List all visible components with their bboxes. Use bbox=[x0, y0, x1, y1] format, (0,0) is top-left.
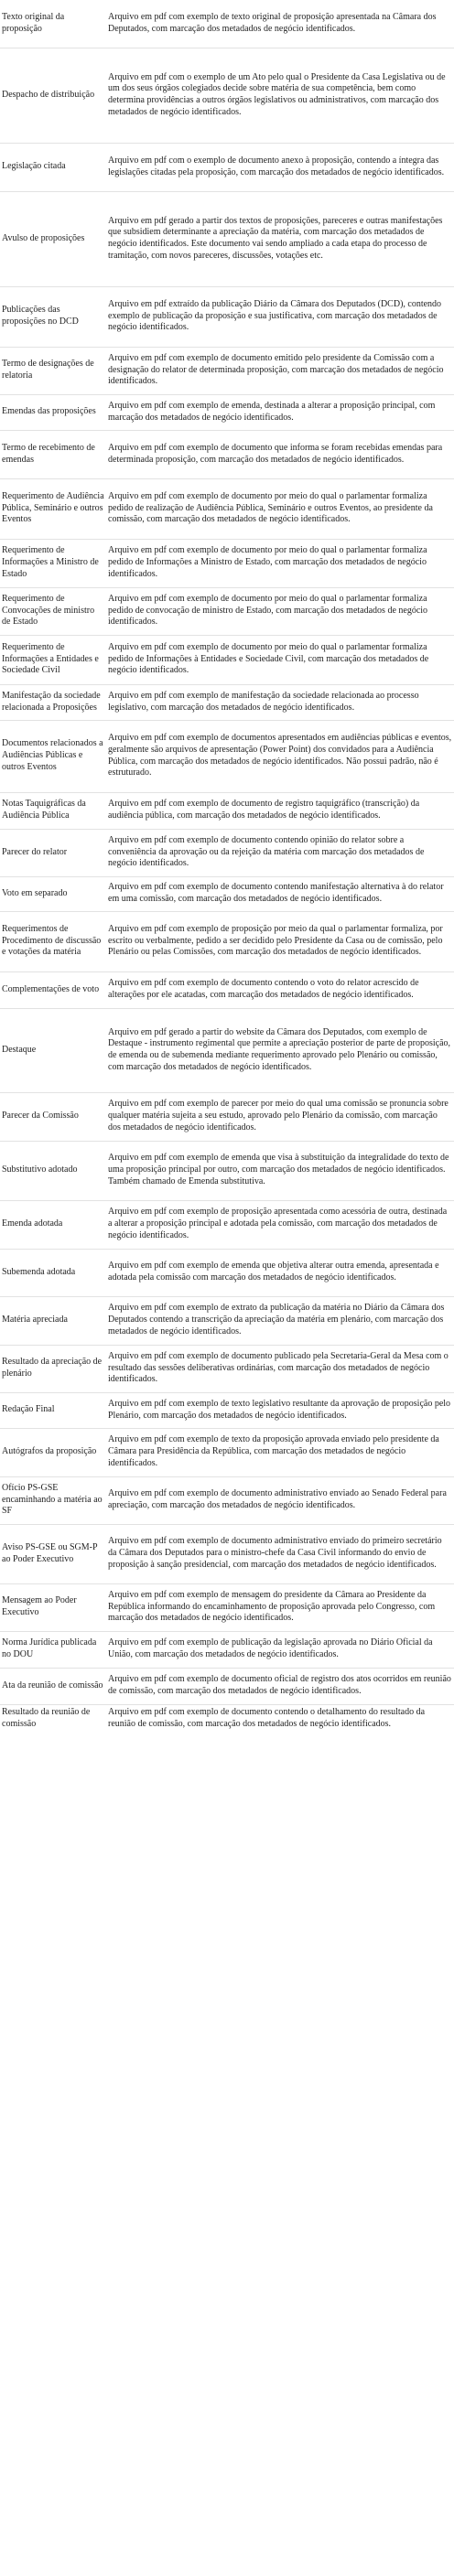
document-type-name: Texto original da proposição bbox=[2, 12, 65, 34]
table-row bbox=[0, 478, 454, 539]
document-type-name: Despacho de distribuição bbox=[0, 48, 106, 143]
document-type-description: Arquivo em pdf com exemplo de extrato da publicação da matéria no Diário da Câmara dos Deputados contendo a transcrição da apreciação da matéria em plenário, com marcação dos metadados de negócio identificados. bbox=[106, 1296, 454, 1345]
document-type-name: Requerimento de Convocações de ministro de Estado bbox=[0, 587, 106, 635]
document-type-description: Arquivo em pdf com exemplo de documento por meio do qual o parlamentar formaliza pedido de convocação de ministro de Estado, com marcação dos metadados de negócio identificados. bbox=[106, 587, 454, 635]
table-row bbox=[0, 876, 454, 911]
document-type-description: Arquivo em pdf com exemplo de parecer por meio do qual uma comissão se pronuncia sobre qualquer matéria sujeita a seu estudo, aprovado pelo Plenário da comissão, com marcação dos metadados de negócio identificados. bbox=[106, 1092, 454, 1141]
table-row bbox=[0, 1668, 454, 1704]
table-row bbox=[0, 1392, 454, 1428]
document-type-name: Resultado da reunião de comissão bbox=[0, 1704, 106, 1733]
document-type-name: Termo de recebimento de emendas bbox=[0, 430, 106, 478]
document-type-name: Subemenda adotada bbox=[0, 1249, 106, 1296]
document-type-name: Requerimento de Informações a Ministro de Estado bbox=[0, 539, 106, 587]
document-type-name: Publicações das proposições no DCD bbox=[0, 286, 106, 347]
document-type-description: Arquivo em pdf com exemplo de manifestação da sociedade relacionada ao processo legislativo, com marcação dos metadados de negócio identificados. bbox=[106, 684, 454, 720]
table-row bbox=[0, 684, 454, 720]
document-type-description: Arquivo em pdf com exemplo de documento por meio do qual o parlamentar formaliza pedido de Informações à Entidades e Sociedade Civil, com marcação dos metadados de negócio identificados. bbox=[106, 635, 454, 684]
document-type-name: Aviso PS-GSE ou SGM-P ao Poder Executivo bbox=[0, 1524, 106, 1583]
document-type-name: Matéria apreciada bbox=[0, 1296, 106, 1345]
document-type-description: Arquivo em pdf com exemplo de emenda, destinada a alterar a proposição principal, com marcação dos metadados de negócio identificados. bbox=[106, 394, 454, 430]
document-type-name: Legislação citada bbox=[0, 143, 106, 191]
document-type-name: Requerimentos de Procedimento de discussão e votações da matéria bbox=[0, 911, 106, 971]
document-type-description: Arquivo em pdf com exemplo de documento por meio do qual o parlamentar formaliza pedido de Informações a Ministro de Estado, com marcação dos metadados de negócio identificados. bbox=[106, 539, 454, 587]
table-row bbox=[0, 829, 454, 876]
document-type-name: Mensagem ao Poder Executivo bbox=[0, 1583, 106, 1631]
document-type-name: Termo de designações de relatoria bbox=[0, 347, 106, 394]
document-type-name: Manifestação da sociedade relacionada a Proposições bbox=[0, 684, 106, 720]
table-row bbox=[0, 971, 454, 1008]
document-type-name: Emenda adotada bbox=[0, 1200, 106, 1249]
table-row bbox=[0, 1345, 454, 1392]
document-type-description: Arquivo em pdf com o exemplo de documento anexo à proposição, contendo a íntegra das legislações citadas pela proposição, com marcação dos metadados de negócio identificados. bbox=[106, 143, 454, 191]
table-row bbox=[0, 587, 454, 635]
table-row bbox=[0, 1704, 454, 1733]
document-type-name: Documentos relacionados a Audiências Públicas e outros Eventos bbox=[0, 720, 106, 792]
document-type-description: Arquivo em pdf com o exemplo de um Ato pelo qual o Presidente da Casa Legislativa ou de um dos seus órgãos colegiados decide sobre matéria de sua competência, bem como determina providências a outros órgãos legislativos ou administrativos, com marcação dos metadados de negócio identificados. bbox=[106, 48, 454, 143]
document-type-name: Voto em separado bbox=[0, 876, 106, 911]
document-type-description: Arquivo em pdf com exemplo de proposição apresentada como acessória de outra, destinada a alterar a proposição principal e adotada pela comissão, com marcação dos metadados de negócio identificados. bbox=[106, 1200, 454, 1249]
document-type-description: Arquivo em pdf com exemplo de documento oficial de registro dos atos ocorridos em reunião de comissão, com marcação dos metadados de negócio identificados. bbox=[106, 1668, 454, 1704]
table-row bbox=[0, 48, 454, 143]
table-row bbox=[0, 1631, 454, 1668]
document-type-name: Requerimento de Informações a Entidades e Sociedade Civil bbox=[0, 635, 106, 684]
document-type-name: Avulso de proposições bbox=[0, 191, 106, 286]
table-row bbox=[0, 1141, 454, 1200]
table-row bbox=[0, 1296, 454, 1345]
document-type-name: Norma Jurídica publicada no DOU bbox=[0, 1631, 106, 1668]
document-type-description: Arquivo em pdf com exemplo de texto original de proposição apresentada na Câmara dos Deputados, com marcação dos metadados de negócio identificados. bbox=[108, 12, 437, 34]
table-row bbox=[0, 1524, 454, 1583]
document-type-description: Arquivo em pdf com exemplo de emenda que visa à substituição da integralidade do texto de uma proposição principal por outro, com marcação dos metadados de negócio identificados. Também chamado de Emenda substitutiva. bbox=[106, 1141, 454, 1200]
document-type-description: Arquivo em pdf com exemplo de documento contendo opinião do relator sobre a conveniência da aprovação ou da rejeição da matéria com marcação dos metadados de negócio identificados. bbox=[106, 829, 454, 876]
table-row bbox=[0, 1583, 454, 1631]
document-type-name: Redação Final bbox=[0, 1392, 106, 1428]
document-type-description: Arquivo em pdf com exemplo de mensagem do presidente da Câmara ao Presidente da República informando do encaminhamento de proposição aprovada pelo Congresso, com marcação dos metadados de negócio identificados. bbox=[106, 1583, 454, 1631]
document-type-description: Arquivo em pdf com exemplo de documento administrativo enviado ao Senado Federal para apreciação, com marcação dos metadados de negócio identificados. bbox=[106, 1476, 454, 1524]
table-row bbox=[0, 635, 454, 684]
document-type-description: Arquivo em pdf gerado a partir dos textos de proposições, pareceres e outras manifestações que subsidiem determinante a apreciação da matéria, com marcação dos metadados de negócio identificados. Este documento vai sendo ampliado a cada etapa do processo de tramitação, com novos pareceres, discussões, votações etc. bbox=[106, 191, 454, 286]
document-type-description: Arquivo em pdf com exemplo de documento contendo o voto do relator acrescido de alterações por ele acatadas, com marcação dos metadados de negócio identificados. bbox=[106, 971, 454, 1008]
document-type-description: Arquivo em pdf com exemplo de documento de registro taquigráfico (transcrição) da audiência pública, com marcação dos metadados de negócio identificados. bbox=[106, 792, 454, 829]
table-row bbox=[0, 1428, 454, 1476]
table-row bbox=[0, 1200, 454, 1249]
table-row bbox=[0, 539, 454, 587]
document-type-name: Destaque bbox=[0, 1008, 106, 1092]
document-type-name: Complementações de voto bbox=[0, 971, 106, 1008]
document-type-description: Arquivo em pdf com exemplo de documentos apresentados em audiências públicas e eventos, geralmente são arquivos de apresentação (Power Point) dos convidados para a Audiência Pública, com marcação dos metadados de negócio identificados. Não possui padrão, não é estruturado. bbox=[106, 720, 454, 792]
table-row bbox=[0, 191, 454, 286]
table-row bbox=[0, 1476, 454, 1524]
document-type-description: Arquivo em pdf com exemplo de documento por meio do qual o parlamentar formaliza pedido de realização de Audiência Pública, Seminário e outros Eventos, ao presidente da comissão, com marcação dos metadados de negócio identificados. bbox=[106, 478, 454, 539]
table-row bbox=[0, 286, 454, 347]
table-row bbox=[0, 347, 454, 394]
document-type-name: Requerimento de Audiência Pública, Seminário e outros Eventos bbox=[0, 478, 106, 539]
table-row bbox=[0, 792, 454, 829]
document-type-description: Arquivo em pdf com exemplo de documento publicado pela Secretaria-Geral da Mesa com o resultado das sessões deliberativas ordinárias, com marcação dos metadados de negócio identificados. bbox=[106, 1345, 454, 1392]
document-type-name: Resultado da apreciação de plenário bbox=[0, 1345, 106, 1392]
document-type-description: Arquivo em pdf com exemplo de publicação da legislação aprovada no Diário Oficial da União, com marcação dos metadados de negócio identificados. bbox=[106, 1631, 454, 1668]
document-type-name: Ata da reunião de comissão bbox=[0, 1668, 106, 1704]
table-row bbox=[0, 1092, 454, 1141]
table-row bbox=[0, 1008, 454, 1092]
table-row bbox=[0, 911, 454, 971]
document-type-name: Ofício PS-GSE encaminhando a matéria ao SF bbox=[0, 1476, 106, 1524]
document-type-description: Arquivo em pdf gerado a partir do website da Câmara dos Deputados, com exemplo de Destaque - instrumento regimental que permite a apreciação posterior de parte de proposição, de emenda ou de subemenda mediante requerimento aprovado pelo Plenário ou comissão, com marcação dos metadados de negócio identificados. bbox=[106, 1008, 454, 1092]
document-type-description: Arquivo em pdf com exemplo de proposição por meio da qual o parlamentar formaliza, por escrito ou verbalmente, pedido a ser decidido pelo Presidente da Casa ou de comissão, pelo Plenário ou pelas Comissões, com marcação dos metadados de negócio identificados. bbox=[106, 911, 454, 971]
document-type-name: Parecer da Comissão bbox=[0, 1092, 106, 1141]
document-type-description: Arquivo em pdf com exemplo de documento emitido pelo presidente da Comissão com a designação do relator de determinada proposição, com marcação dos metadados de negócio identificados. bbox=[106, 347, 454, 394]
table-row bbox=[0, 143, 454, 191]
document-type-description: Arquivo em pdf com exemplo de texto da proposição aprovada enviado pelo presidente da Câmara para Presidência da República, com marcação dos metadados de negócio identificados. bbox=[106, 1428, 454, 1476]
document-type-description: Arquivo em pdf com exemplo de documento contendo o detalhamento do resultado da reunião de comissão, com marcação dos metadados de negócio identificados. bbox=[106, 1704, 454, 1733]
document-type-description: Arquivo em pdf com exemplo de documento contendo manifestação alternativa à do relator em uma comissão, com marcação dos metadados de negócio identificados. bbox=[106, 876, 454, 911]
document-type-name: Parecer do relator bbox=[0, 829, 106, 876]
table-row bbox=[0, 0, 454, 48]
document-type-name: Substitutivo adotado bbox=[0, 1141, 106, 1200]
table-row bbox=[0, 720, 454, 792]
table-row bbox=[0, 1249, 454, 1296]
document-type-description: Arquivo em pdf com exemplo de documento que informa se foram recebidas emendas para determinada proposição, com marcação dos metadados de negócio identificados. bbox=[106, 430, 454, 478]
document-type-name: Notas Taquigráficas da Audiência Pública bbox=[0, 792, 106, 829]
table-row bbox=[0, 394, 454, 430]
document-type-description: Arquivo em pdf com exemplo de emenda que objetiva alterar outra emenda, apresentada e adotada pela comissão com marcação dos metadados de negócio identificados. bbox=[106, 1249, 454, 1296]
table-row bbox=[0, 430, 454, 478]
document-type-name: Autógrafos da proposição bbox=[0, 1428, 106, 1476]
document-type-description: Arquivo em pdf extraído da publicação Diário da Câmara dos Deputados (DCD), contendo exemplo de publicação da proposição e sua justificativa, com marcação dos metadados de negócio identificados. bbox=[106, 286, 454, 347]
document-type-description: Arquivo em pdf com exemplo de documento administrativo enviado do primeiro secretário da Câmara dos Deputados para o ministro-chefe da Casa Civil informando do envio de proposição à sanção presidencial, com marcação dos metadados de negócio identificados. bbox=[106, 1524, 454, 1583]
document-type-name: Emendas das proposições bbox=[0, 394, 106, 430]
document-type-description: Arquivo em pdf com exemplo de texto legislativo resultante da aprovação de proposição pelo Plenário, com marcação dos metadados de negócio identificados. bbox=[106, 1392, 454, 1428]
